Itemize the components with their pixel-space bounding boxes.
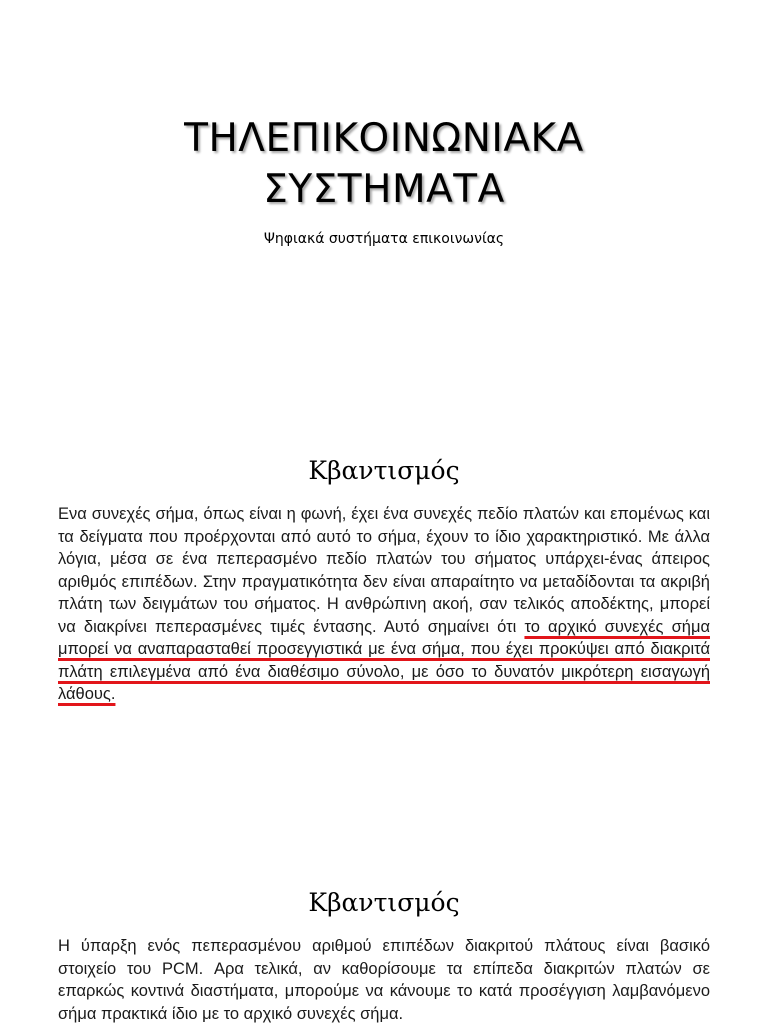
document-subtitle: Ψηφιακά συστήματα επικοινωνίας [263, 231, 505, 247]
section-paragraph: Η ύπαρξη ενός πεπερασμένου αριθμού επιπέδων διακριτού πλάτους είναι βασικό στοιχείο του PCM. Αρα τελικά, αν καθορίσουμε τα επίπεδα διακριτών πλατών σε επαρκώς κοντινά διαστήματα, μπορούμε να κάνουμε το κατά προσέγγιση λαμβανόμενο σήμα πρακτικά ίδιο με το αρχικό συνεχές σήμα. [58, 937, 710, 1023]
paragraph-text: Ενα συνεχές σήμα, όπως είναι η φωνή, έχει ένα συνεχές πεδίο πλατών και επομένως και τα δείγματα που προέρχονται από αυτό το σήμα, έχουν το ίδιο χαρακτηριστικό. Με άλλα λόγια, μέσα σε ένα πεπερασμένο πεδίο πλατών του σήματος υπάρχει-ένας άπειρος αριθμός επιπέδων. Στην πραγματικότητα δεν είναι απαραίτητο να μεταδίδονται τα ακριβή πλάτη των δειγμάτων του σήματος. Η ανθρώπινη ακοή, σαν τελικός αποδέκτης, μπορεί να διακρίνει πεπερασμένες τιμές έντασης. Αυτό σημαίνει ότι [58, 505, 710, 636]
section-heading: Κβαντισμός [308, 888, 460, 917]
document-title [0, 113, 768, 215]
section-heading: Κβαντισμός [308, 456, 460, 485]
title-line-2: ΣΥΣΤΗΜΑΤΑ [263, 167, 505, 212]
title-line-1: ΤΗΛΕΠΙΚΟΙΝΩΝΙΑΚΑ [184, 116, 584, 161]
section-quantization-1 [58, 455, 710, 706]
highlighted-text: το αρχικό συνεχές σήμα μπορεί να αναπαρασταθεί προσεγγιστικά με ένα σήμα, που έχει προκύψει από διακριτά πλάτη επιλεγμένα από ένα διαθέσιμο σύνολο, με όσο το δυνατόν μικρότερη εισαγωγή λάθους. [58, 617, 710, 703]
section-paragraph [58, 503, 710, 706]
section-quantization-2 [58, 887, 710, 1025]
